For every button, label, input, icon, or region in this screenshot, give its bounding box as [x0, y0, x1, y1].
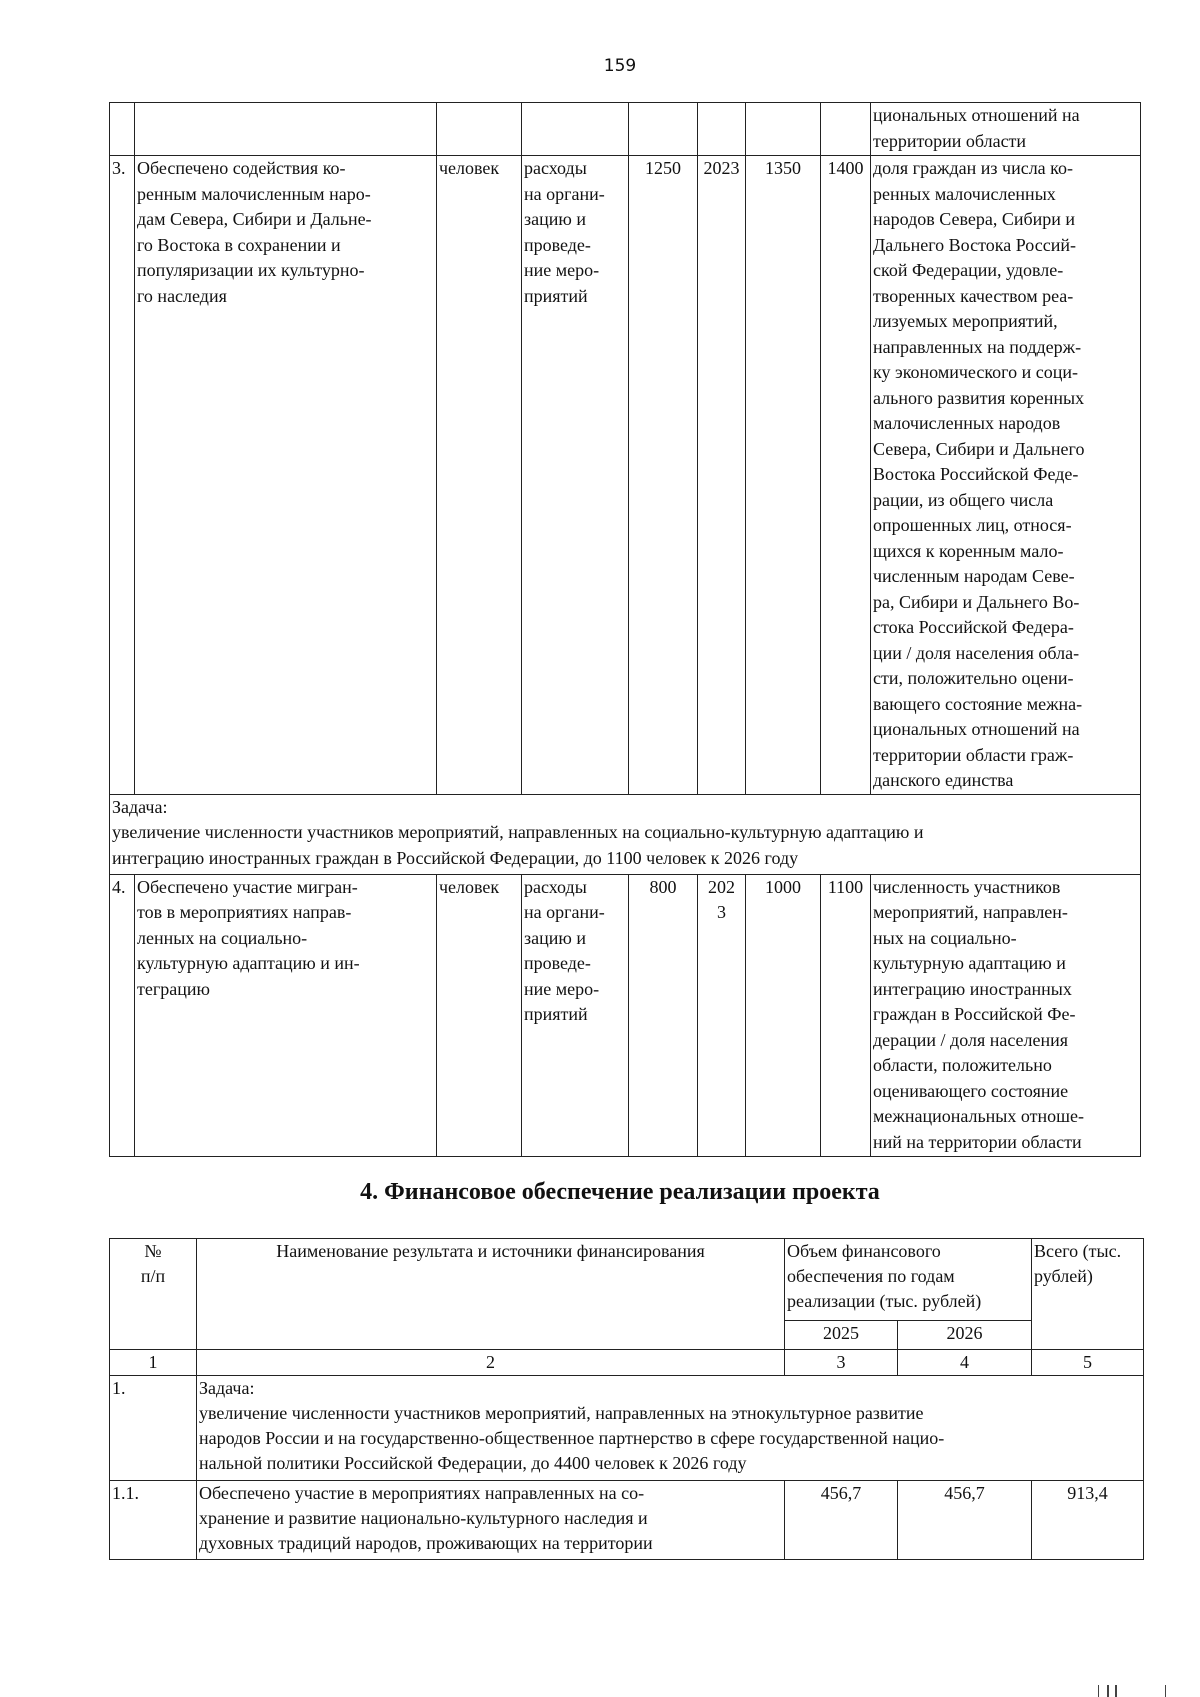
result-name: Обеспечено содействия ко- ренным малочисленным наро- дам Севера, Сибири и Дальне- го Востока в сохранении и популяризации их культурно- го наследия	[135, 156, 437, 795]
indicators-table	[109, 102, 1141, 1157]
value-2025: 1000	[746, 874, 821, 1156]
row-number: 3.	[110, 156, 135, 795]
header-row	[110, 1239, 1144, 1321]
base-year: 202 3	[698, 874, 746, 1156]
base-year	[698, 103, 746, 156]
table-row	[110, 156, 1141, 795]
indicator: циональных отношений на территории области	[871, 103, 1141, 156]
task-row	[110, 1376, 1144, 1481]
result-name: Обеспечено участие в мероприятиях направленных на со- хранение и развитие национально-культурного наследия и духовных традиций народов, проживающих на территории	[197, 1481, 785, 1560]
result-name: Обеспечено участие мигран- тов в мероприятиях направ- ленных на социально- культурную адаптацию и ин- теграцию	[135, 874, 437, 1156]
table-row	[110, 874, 1141, 1156]
indicator: доля граждан из числа ко- ренных малочисленных народов Севера, Сибири и Дальнего Востока Россий- ской Федерации, удовле- творенных качеством реа- лизуемых мероприятий, направленных на поддерж- ку экономического и соци- ального развития коренных малочисленных народов Севера, Сибири и Дальнего Востока Российской Феде- рации, из общего числа опрошенных лиц, относя- щихся к коренным мало- численным народам Севе- ра, Сибири и Дальнего Во- стока Российской Федера- ции / доля населения обла- сти, положительно оцени- вающего состояние межна- циональных отношений на территории области граж- данского единства	[871, 156, 1141, 795]
scan-corner-mark	[1098, 1685, 1166, 1697]
table-row	[110, 1481, 1144, 1560]
row-number: 1.	[110, 1376, 197, 1481]
task-text: Задача: увеличение численности участников мероприятий, направленных на этнокультурное развитие народов России и на государственно-общественное партнерство в сфере государственной нацио- нальной политики Российской Федерации, до 4400 человек к 2026 году	[197, 1376, 1144, 1481]
page-number: 159	[603, 56, 637, 76]
value-2026: 1100	[821, 874, 871, 1156]
value-2026: 1400	[821, 156, 871, 795]
base-year: 2023	[698, 156, 746, 795]
task-text: Задача: увеличение численности участников мероприятий, направленных на социально-культурную адаптацию и интеграцию иностранных граждан в Российской Федерации, до 1100 человек к 2026 году	[110, 794, 1141, 874]
value-2025: 1350	[746, 156, 821, 795]
result-name	[135, 103, 437, 156]
indicator: численность участников мероприятий, направлен- ных на социально- культурную адаптацию и интеграцию иностранных граждан в Российской Фе- дерации / доля населения области, положительно оценивающего состояние межнациональных отноше- ний на территории области	[871, 874, 1141, 1156]
task-row	[110, 794, 1141, 874]
header-volume: Объем финансового обеспечения по годам реализации (тыс. рублей)	[785, 1239, 1032, 1321]
column-number: 1	[110, 1350, 197, 1376]
value-2025: 456,7	[785, 1481, 898, 1560]
section-heading: 4. Финансовое обеспечение реализации проекта	[360, 1179, 880, 1205]
base-value: 1250	[629, 156, 698, 795]
row-number	[110, 103, 135, 156]
cost-type: расходы на органи- зацию и проведе- ние меро- приятий	[522, 156, 629, 795]
value-2026: 456,7	[898, 1481, 1032, 1560]
header-name: Наименование результата и источники финансирования	[197, 1239, 785, 1350]
header-num: № п/п	[110, 1239, 197, 1350]
unit	[437, 103, 522, 156]
row-number: 1.1.	[110, 1481, 197, 1560]
column-number: 5	[1032, 1350, 1144, 1376]
cost-type: расходы на органи- зацию и проведе- ние меро- приятий	[522, 874, 629, 1156]
column-numbers-row	[110, 1350, 1144, 1376]
value-2026	[821, 103, 871, 156]
unit: человек	[437, 156, 522, 795]
header-total: Всего (тыс. рублей)	[1032, 1239, 1144, 1350]
column-number: 4	[898, 1350, 1032, 1376]
column-number: 3	[785, 1350, 898, 1376]
header-year-2025: 2025	[785, 1321, 898, 1350]
table-row	[110, 103, 1141, 156]
unit: человек	[437, 874, 522, 1156]
base-value: 800	[629, 874, 698, 1156]
base-value	[629, 103, 698, 156]
finance-table	[109, 1238, 1144, 1560]
total-value: 913,4	[1032, 1481, 1144, 1560]
row-number: 4.	[110, 874, 135, 1156]
cost-type	[522, 103, 629, 156]
value-2025	[746, 103, 821, 156]
header-year-2026: 2026	[898, 1321, 1032, 1350]
column-number: 2	[197, 1350, 785, 1376]
